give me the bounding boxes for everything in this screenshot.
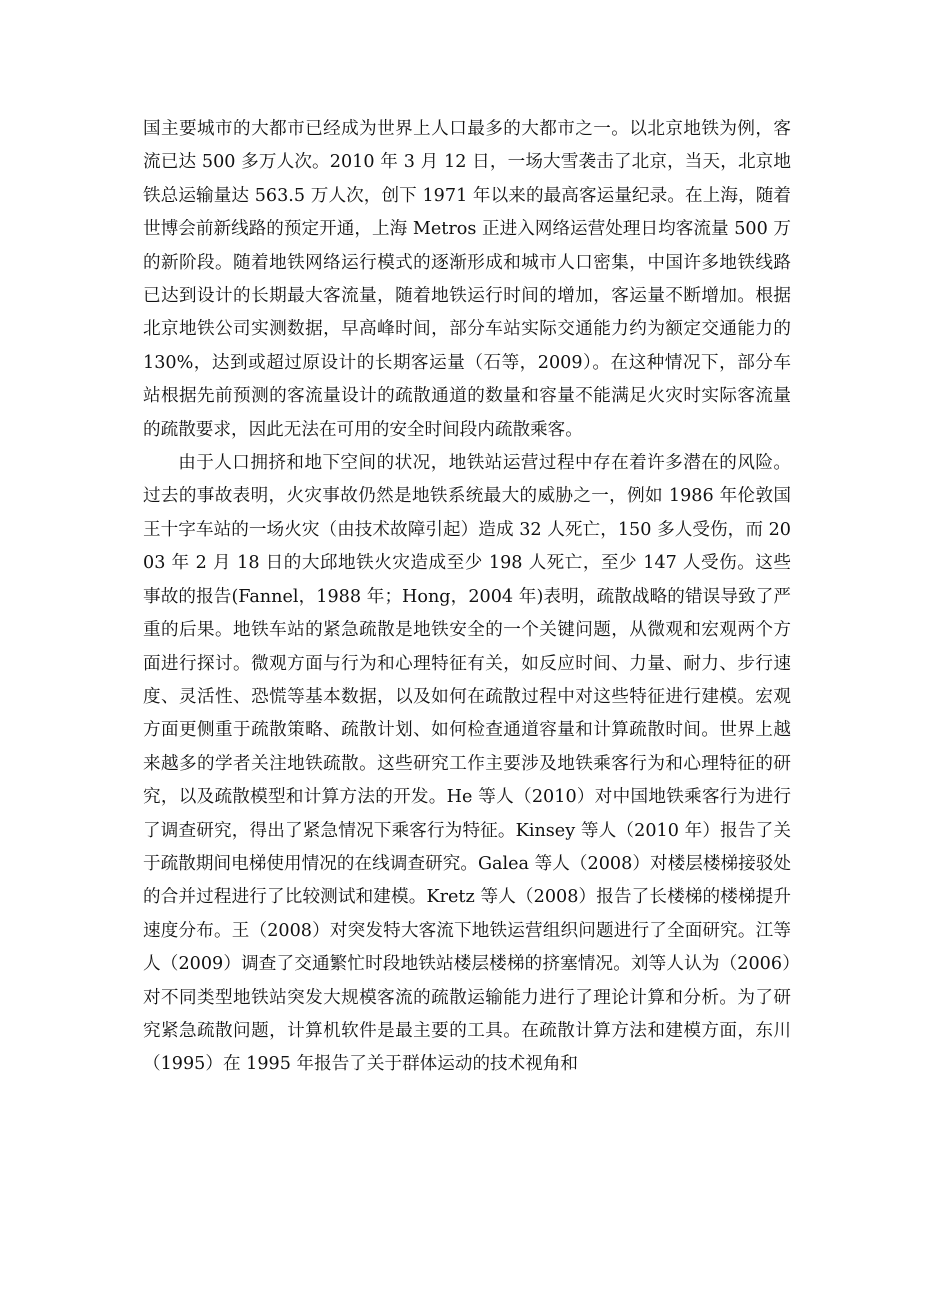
body-text [143,113,791,1082]
paragraph-continued: 国主要城市的大都市已经成为世界上人口最多的大都市之一。以北京地铁为例，客流已达 500 多万人次。2010 年 3 月 12 日，一场大雪袭击了北京，当天，北京地铁总运输量达 563.5 万人次，创下 1971 年以来的最高客运量纪录。在上海，随着世博会前新线路的预定开通，上海 Metros 正进入网络运营处理日均客流量 500 万的新阶段。随着地铁网络运行模式的逐渐形成和城市人口密集，中国许多地铁线路已达到设计的长期最大客流量，随着地铁运行时间的增加，客运量不断增加。根据北京地铁公司实测数据，早高峰时间，部分车站实际交通能力约为额定交通能力的 130%，达到或超过原设计的长期客运量（石等，2009）。在这种情况下，部分车站根据先前预测的客流量设计的疏散通道的数量和容量不能满足火灾时实际客流量的疏散要求，因此无法在可用的安全时间段内疏散乘客。 [143,119,791,440]
paragraph-subway-risks: 由于人口拥挤和地下空间的状况，地铁站运营过程中存在着许多潜在的风险。过去的事故表明，火灾事故仍然是地铁系统最大的威胁之一，例如 1986 年伦敦国王十字车站的一场火灾（由技术故障引起）造成 32 人死亡，150 多人受伤，而 2003 年 2 月 18 日的大邱地铁火灾造成至少 198 人死亡，至少 147 人受伤。这些事故的报告(Fannel，1988 年；Hong，2004 年)表明，疏散战略的错误导致了严重的后果。地铁车站的紧急疏散是地铁安全的一个关键问题，从微观和宏观两个方面进行探讨。微观方面与行为和心理特征有关，如反应时间、力量、耐力、步行速度、灵活性、恐慌等基本数据，以及如何在疏散过程中对这些特征进行建模。宏观方面更侧重于疏散策略、疏散计划、如何检查通道容量和计算疏散时间。世界上越来越多的学者关注地铁疏散。这些研究工作主要涉及地铁乘客行为和心理特征的研究，以及疏散模型和计算方法的开发。He 等人（2010）对中国地铁乘客行为进行了调查研究，得出了紧急情况下乘客行为特征。Kinsey 等人（2010 年）报告了关于疏散期间电梯使用情况的在线调查研究。Galea 等人（2008）对楼层楼梯接驳处的合并过程进行了比较测试和建模。Kretz 等人（2008）报告了长楼梯的楼梯提升速度分布。王（2008）对突发特大客流下地铁运营组织问题进行了全面研究。江等人（2009）调查了交通繁忙时段地铁站楼层楼梯的挤塞情况。刘等人认为（2006）对不同类型地铁站突发大规模客流的疏散运输能力进行了理论计算和分析。为了研究紧急疏散问题，计算机软件是最主要的工具。在疏散计算方法和建模方面，东川（1995）在 1995 年报告了关于群体运动的技术视角和 [143,453,791,1075]
